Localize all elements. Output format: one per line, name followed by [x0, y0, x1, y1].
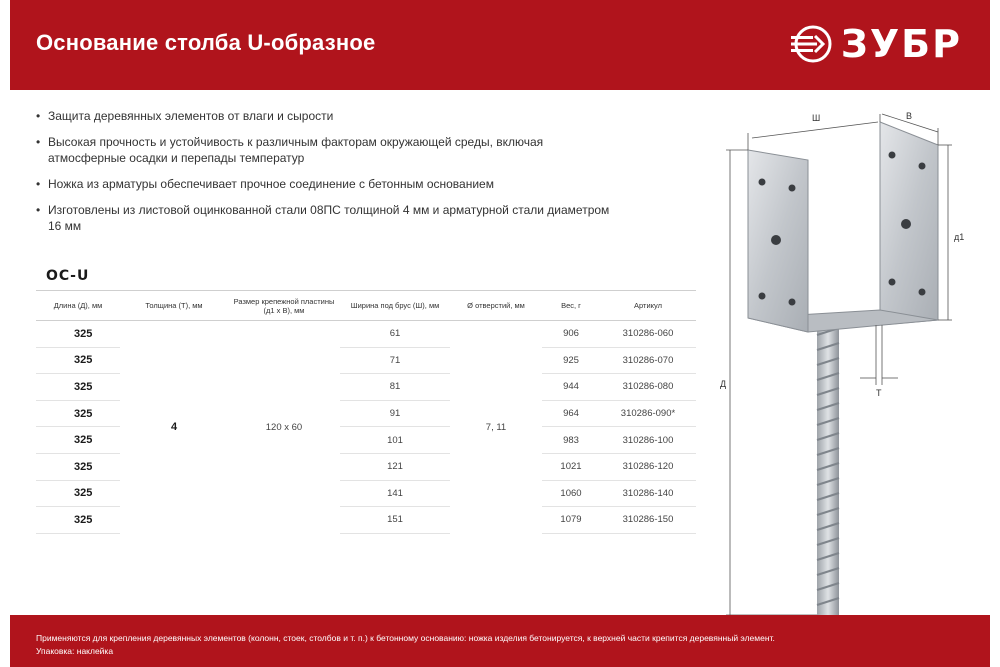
cell-weight: 983	[542, 427, 600, 454]
cell-width: 121	[340, 453, 450, 480]
col-header-holes: Ø отверстий, мм	[450, 291, 542, 321]
hole-icon	[889, 152, 896, 159]
col-header-width: Ширина под брус (Ш), мм	[340, 291, 450, 321]
cell-article: 310286-140	[600, 480, 696, 507]
col-header-article: Артикул	[600, 291, 696, 321]
cell-weight: 964	[542, 400, 600, 427]
col-header-weight: Вес, г	[542, 291, 600, 321]
cell-weight: 1060	[542, 480, 600, 507]
feature-item: • Защита деревянных элементов от влаги и сырости	[36, 108, 616, 124]
cell-length: 325	[36, 374, 120, 401]
dim-label-t: Т	[876, 388, 882, 398]
col-header-thickness: Толщина (Т), мм	[120, 291, 228, 321]
cell-article: 310286-120	[600, 453, 696, 480]
rebar-leg	[817, 325, 839, 615]
product-diagram	[700, 100, 990, 620]
cell-length: 325	[36, 347, 120, 374]
hole-icon	[889, 279, 896, 286]
table-header-row	[36, 291, 696, 321]
feature-item: • Ножка из арматуры обеспечивает прочное соединение с бетонным основанием	[36, 176, 616, 192]
cell-article: 310286-100	[600, 427, 696, 454]
hole-icon	[759, 293, 766, 300]
page-title: Основание столба U-образное	[36, 30, 376, 55]
footer-packaging-text: Упаковка: наклейка	[36, 646, 114, 656]
hole-icon	[789, 299, 796, 306]
brand-emblem-icon	[791, 24, 835, 64]
cell-weight: 906	[542, 321, 600, 348]
cell-length: 325	[36, 427, 120, 454]
cell-holes: 7, 11	[485, 421, 507, 433]
cell-weight: 925	[542, 347, 600, 374]
cell-length: 325	[36, 453, 120, 480]
cell-thickness: 4	[170, 421, 178, 434]
cell-article: 310286-150	[600, 507, 696, 534]
cell-weight: 1079	[542, 507, 600, 534]
footer-usage-text: Применяются для крепления деревянных элементов (колонн, стоек, столбов и т. п.) к бетонному основанию: ножка изделия бетонируется, к верхней части крепится деревянный элемент.	[36, 633, 775, 643]
feature-item: • Высокая прочность и устойчивость к различным факторам окружающей среды, включая атмосферные осадки и перепады температур	[36, 134, 616, 166]
footer-banner	[10, 615, 990, 667]
u-bracket	[748, 122, 938, 332]
header-banner	[10, 0, 990, 90]
dim-label-d: Д	[720, 379, 727, 389]
model-name: ОС-U	[46, 268, 90, 284]
col-header-plate: Размер крепежной пластины (д1 х В), мм	[228, 291, 340, 321]
cell-length: 325	[36, 507, 120, 534]
dim-label-w: Ш	[812, 113, 821, 123]
cell-article: 310286-090*	[600, 400, 696, 427]
hole-icon	[789, 185, 796, 192]
cell-width: 151	[340, 507, 450, 534]
cell-weight: 1021	[542, 453, 600, 480]
cell-article: 310286-080	[600, 374, 696, 401]
table-row	[36, 321, 696, 348]
hole-icon	[771, 235, 781, 245]
hole-icon	[919, 163, 926, 170]
cell-width: 141	[340, 480, 450, 507]
feature-item: • Изготовлены из листовой оцинкованной стали 08ПС толщиной 4 мм и арматурной стали диаметром 16 мм	[36, 202, 616, 234]
hole-icon	[901, 219, 911, 229]
cell-weight: 944	[542, 374, 600, 401]
feature-list	[36, 108, 616, 244]
cell-article: 310286-070	[600, 347, 696, 374]
cell-plate: 120 х 60	[265, 421, 303, 433]
cell-length: 325	[36, 321, 120, 348]
cell-width: 61	[340, 321, 450, 348]
brand-name: ЗУБР	[840, 22, 962, 66]
hole-icon	[759, 179, 766, 186]
cell-article: 310286-060	[600, 321, 696, 348]
cell-length: 325	[36, 400, 120, 427]
cell-width: 101	[340, 427, 450, 454]
dim-label-d1: д1	[954, 232, 965, 242]
dim-label-b: В	[906, 111, 913, 121]
spec-table	[36, 290, 696, 534]
cell-width: 81	[340, 374, 450, 401]
brand-logo	[791, 22, 962, 66]
cell-length: 325	[36, 480, 120, 507]
cell-width: 91	[340, 400, 450, 427]
hole-icon	[919, 289, 926, 296]
cell-width: 71	[340, 347, 450, 374]
col-header-length: Длина (Д), мм	[36, 291, 120, 321]
